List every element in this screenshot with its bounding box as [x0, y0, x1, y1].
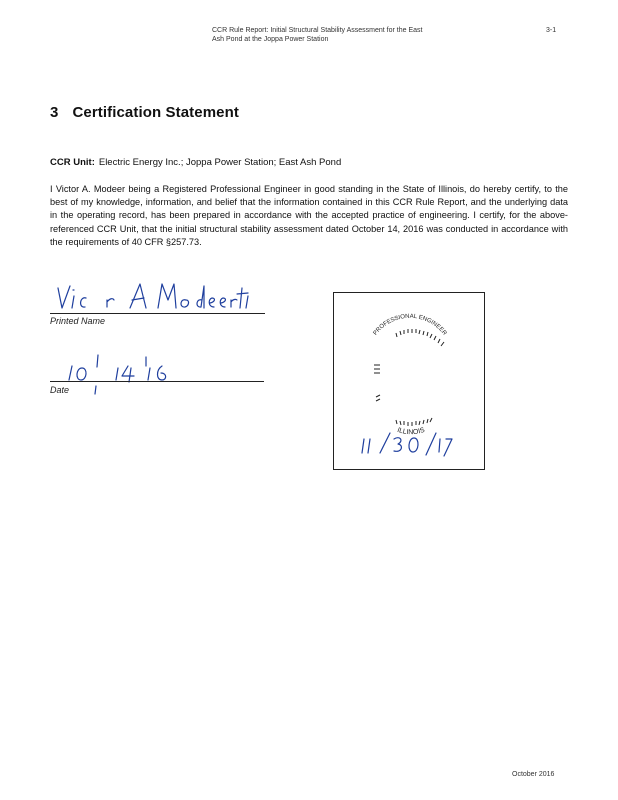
section-number: 3: [50, 104, 59, 121]
seal-handwritten-date: [362, 433, 452, 456]
engineer-seal-box: [333, 292, 485, 470]
ccr-unit-line: [50, 157, 341, 168]
svg-text:PROFESSIONAL ENGINEER: [373, 314, 448, 337]
handwritten-name: [52, 276, 252, 316]
date-line: [50, 381, 264, 382]
engineer-seal: [334, 293, 483, 468]
date-label: Date: [50, 385, 70, 395]
seal-top-text: PROFESSIONAL ENGINEER: [372, 313, 448, 337]
page-number: 3-1: [546, 27, 557, 34]
header-title-line1: CCR Rule Report: Initial Structural Stability Assessment for the East: [212, 27, 423, 34]
section-title: Certification Statement: [72, 104, 239, 121]
section-heading: [50, 104, 239, 121]
svg-text:ILLINOIS: [396, 427, 426, 437]
printed-name-line: [50, 313, 265, 314]
footer-date: October 2016: [512, 771, 555, 778]
seal-bottom-text: ILLINOIS: [396, 426, 426, 437]
header-title: [212, 26, 452, 44]
printed-name-label: Printed Name: [50, 316, 106, 326]
certification-statement: I Victor A. Modeer being a Registered Professional Engineer in good standing in the State of Illinois, do hereby certify, to the best of my knowledge, information, and belief that the information contained in this CCR Rule Report, and the underlying data in the operating record, has been prepared in accordance with the accepted practice of engineering. I certify, for the above-referenced CCR Unit, that the initial structural stability assessment dated October 14, 2016 was conducted in accordance with the requirements of 40 CFR §257.73.: [50, 184, 568, 247]
header-title-line2: Ash Pond at the Joppa Power Station: [212, 36, 329, 43]
ccr-unit-label: CCR Unit:: [50, 157, 95, 168]
ccr-unit-value: Electric Energy Inc.; Joppa Power Station; East Ash Pond: [98, 157, 342, 168]
handwritten-date: [60, 352, 190, 394]
